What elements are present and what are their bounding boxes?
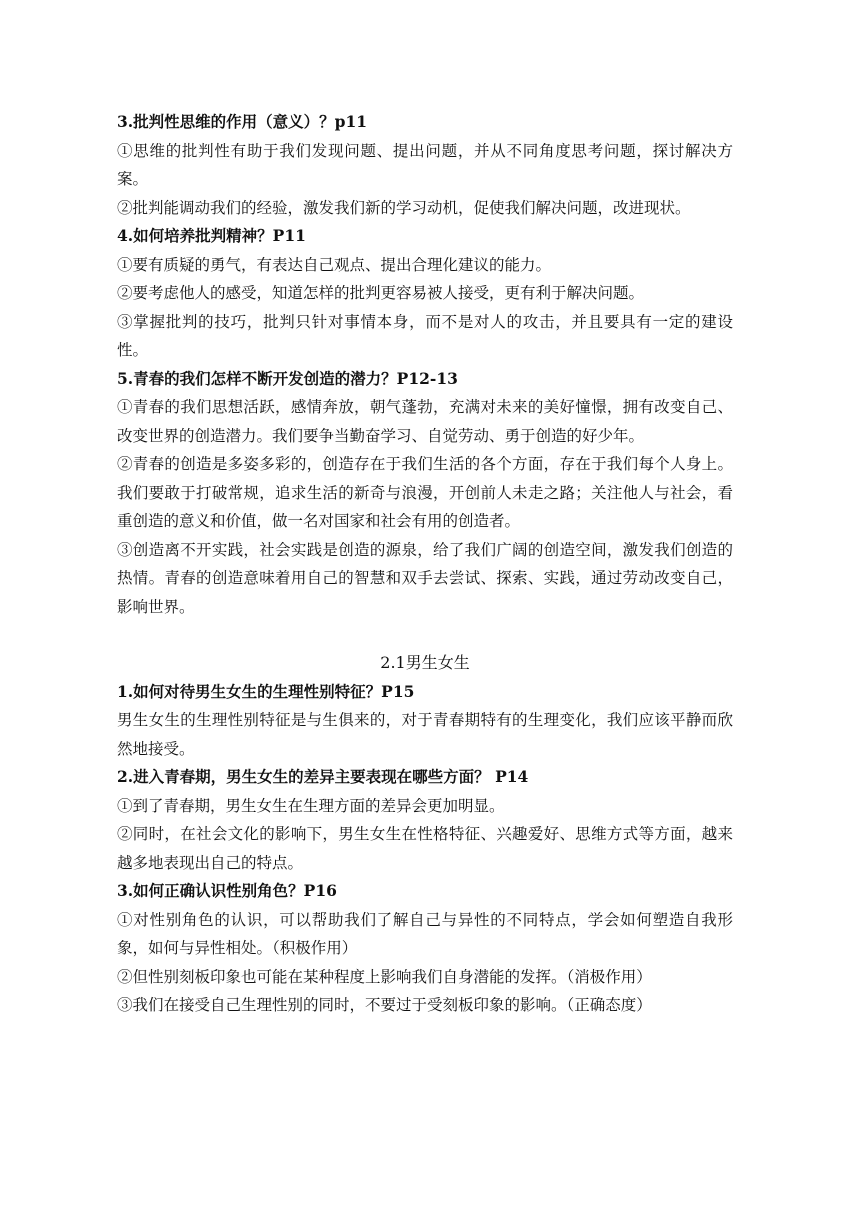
answer-paragraph: ③掌握批判的技巧，批判只针对事情本身，而不是对人的攻击，并且要具有一定的建设性。 <box>117 312 733 359</box>
question-heading: 1.如何对待男生女生的生理性别特征？P15 <box>117 681 415 701</box>
answer-paragraph: ①对性别角色的认识，可以帮助我们了解自己与异性的不同特点，学会如何塑造自我形象，如何与异性相处。（积极作用） <box>117 910 733 957</box>
answer-paragraph: 男生女生的生理性别特征是与生俱来的，对于青春期特有的生理变化，我们应该平静而欣然地接受。 <box>117 711 733 758</box>
section-spacer <box>117 621 733 649</box>
answer-paragraph: ①思维的批判性有助于我们发现问题、提出问题，并从不同角度思考问题，探讨解决方案。 <box>117 141 733 188</box>
answer-paragraph: ②批判能调动我们的经验，激发我们新的学习动机，促使我们解决问题，改进现状。 <box>117 198 691 217</box>
answer-paragraph: ②同时，在社会文化的影响下，男生女生在性格特征、兴趣爱好、思维方式等方面，越来越多地表现出自己的特点。 <box>117 825 733 872</box>
answer-paragraph: ③我们在接受自己生理性别的同时，不要过于受刻板印象的影响。（正确态度） <box>117 996 652 1014</box>
answer-paragraph: ①青春的我们思想活跃，感情奔放，朝气蓬勃，充满对未来的美好憧憬，拥有改变自己、改变世界的创造潜力。我们要争当勤奋学习、自觉劳动、勇于创造的好少年。 <box>117 398 733 445</box>
question-heading: 3.批判性思维的作用（意义）？p11 <box>117 112 368 131</box>
answer-paragraph: ①到了青春期，男生女生在生理方面的差异会更加明显。 <box>117 796 505 815</box>
question-heading: 3.如何正确认识性别角色？P16 <box>117 881 337 900</box>
answer-paragraph: ②但性别刻板印象也可能在某种程度上影响我们自身潜能的发挥。（消极作用） <box>117 967 652 986</box>
question-heading: 4.如何培养批判精神？P11 <box>117 226 306 245</box>
answer-paragraph: ③创造离不开实践，社会实践是创造的源泉，给了我们广阔的创造空间，激发我们创造的热情。青春的创造意味着用自己的智慧和双手去尝试、探索、实践，通过劳动改变自己，影响世界。 <box>117 540 733 616</box>
question-heading: 5.青春的我们怎样不断开发创造的潜力？P12-13 <box>117 368 458 388</box>
section-heading: 2.1男生女生 <box>380 653 470 672</box>
question-heading: 2.进入青春期，男生女生的差异主要表现在哪些方面？ P14 <box>117 767 529 786</box>
answer-paragraph: ②青春的创造是多姿多彩的，创造存在于我们生活的各个方面，存在于我们每个人身上。我们要敢于打破常规，追求生活的新奇与浪漫，开创前人未走之路；关注他人与社会，看重创造的意义和价值，做一名对国家和社会有用的创造者。 <box>117 455 733 530</box>
document-page <box>117 108 733 1020</box>
answer-paragraph: ②要考虑他人的感受，知道怎样的批判更容易被人接受，更有利于解决问题。 <box>117 284 645 302</box>
answer-paragraph: ①要有质疑的勇气，有表达自己观点、提出合理化建议的能力。 <box>117 255 552 274</box>
